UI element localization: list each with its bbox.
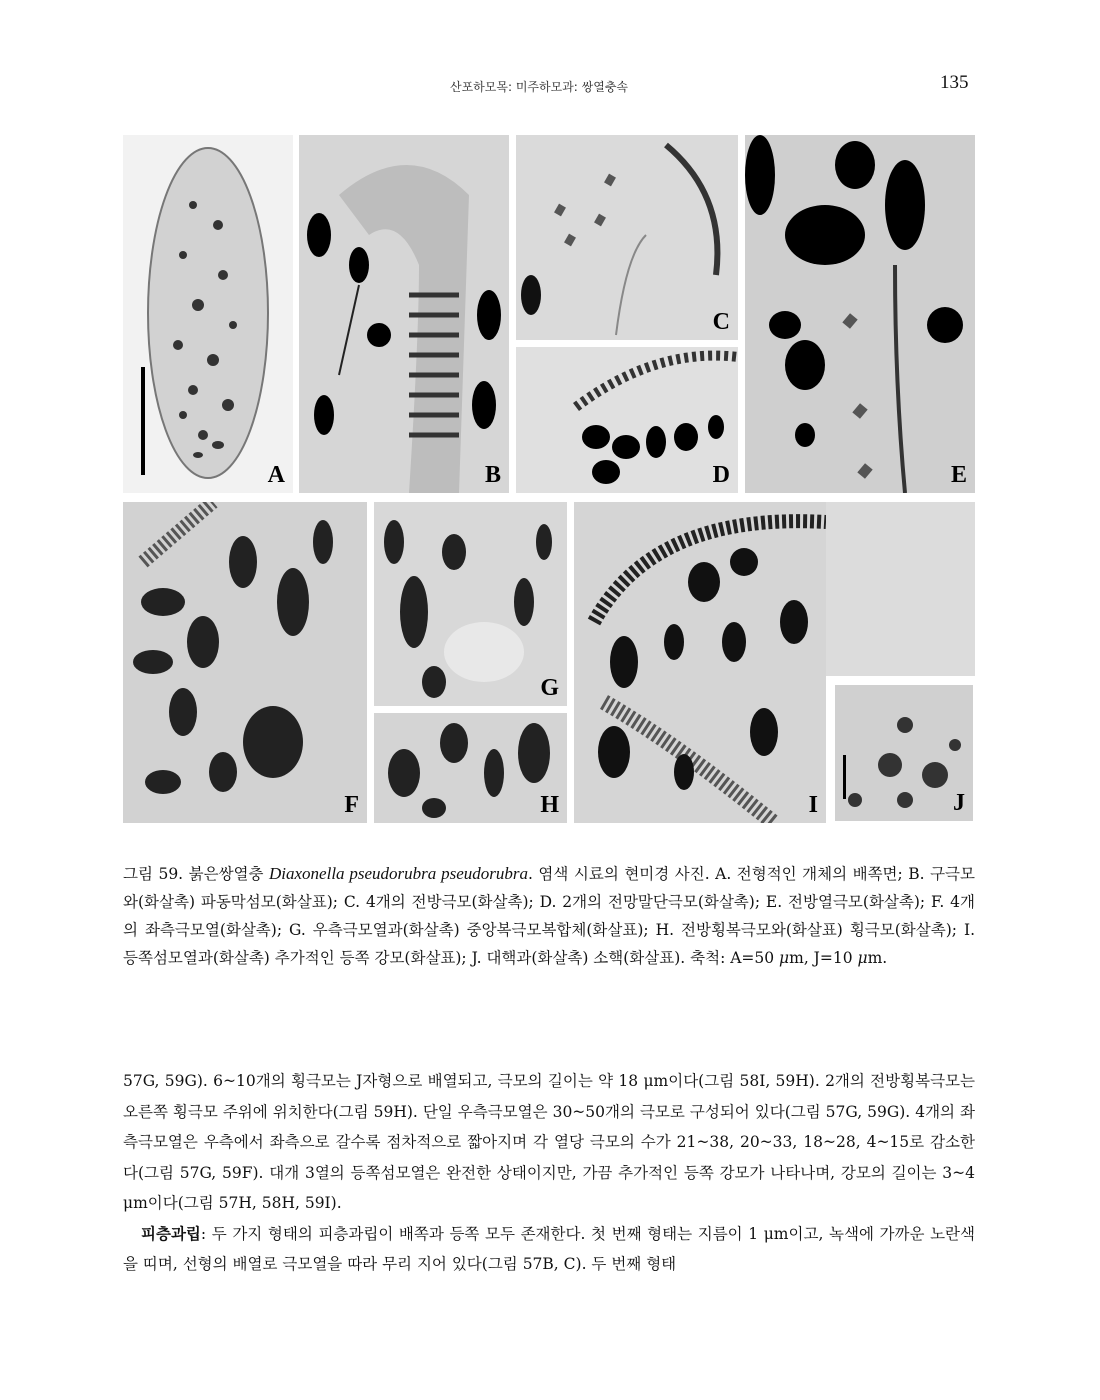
ciliate-whole-cell-micrograph-icon [123,135,293,493]
figure-panel-j [833,683,975,823]
figure-panel-e [745,135,975,493]
left-marginal-rows-micrograph-icon [123,502,367,823]
body-paragraph-1: 57G, 59G). 6~10개의 횡극모는 J자형으로 배열되고, 극모의 길이는 약 18 μm이다(그림 58I, 59H). 2개의 전방횡복극모는 오른쪽 횡극모 주위에 위치한다(그림 59H). 단일 우측극모열은 30~50개의 극모로 구성되어 있다(그림 57G, 59G). 4개의 좌측극모열은 우측에서 좌측으로 갈수록 점차적으로 짧아지며 각 열당 극모의 수가 21~38, 20~33, 18~28, 4~15로 감소한다(그림 57G, 59F). 대개 3열의 등쪽섬모열은 완전한 상태이지만, 가끔 추가적인 등쪽 강모가 나타나며, 강모의 길이는 3~4 μm이다(그림 57H, 58H, 59I). [123,1072,975,1212]
panel-letter-a: A [267,462,285,488]
panel-letter-f: F [344,792,359,818]
running-head: 산포하모목: 미주하모과: 쌍열충속 [450,80,629,94]
figure-caption [123,860,975,972]
frontal-cirri-micrograph-icon [516,135,738,340]
figure-panel-i [574,502,826,823]
section-term: 피층과립 [141,1223,201,1243]
oral-kinety-micrograph-icon [299,135,509,493]
species-name: Diaxonella pseudorubra pseudorubra [269,864,528,883]
figure-panel-f [123,502,367,823]
body-text [123,1066,975,1280]
figure-panel-i-extension [826,502,975,676]
caption-prefix: 그림 59. 붉은쌍열충 [123,865,269,883]
figure-panel-c [516,135,738,340]
unit-micro-j: μ [857,949,868,967]
body-paragraph-2 [123,1219,975,1280]
figure-panel-a [123,135,293,493]
page-number: 135 [940,72,969,93]
panel-letter-i: I [808,792,818,818]
panel-letter-g: G [540,675,559,701]
right-marginal-row-micrograph-icon [374,502,567,706]
figure-plate [123,135,975,823]
panel-letter-b: B [484,462,501,488]
caption-scale-j: m, J=10 [789,949,858,967]
panel-letter-c: C [712,309,730,335]
caption-end: m. [867,949,888,967]
dorsal-kineties-micrograph-icon [574,502,826,823]
figure-panel-g [374,502,567,706]
body-paragraph-2-text: : 두 가지 형태의 피층과립이 배쪽과 등쪽 모두 존재한다. 첫 번째 형태는 지름이 1 μm이고, 녹색에 가까운 노란색을 띠며, 선형의 배열로 극모열을 따라 무리 지어 있다(그림 57B, C). 두 번째 형태 [123,1224,975,1273]
caption-body: . 염색 시료의 현미경 사진. A. 전형적인 개체의 배쪽면; B. 구극모와(화살촉) 파동막섬모(화살표); C. 4개의 전방극모(화살촉); D. 2개의 전망말단극모(화살촉); E. 전방열극모(화살촉); F. 4개의 좌측극모열(화살촉); G. 우측극모열과(화살촉) 중앙복극모복합체(화살표); H. 전방횡복극모와(화살표) 횡극모(화살촉); I. 등쪽섬모열과(화살촉) 추가적인 등쪽 강모(화살표); J. 대핵과(화살촉) 소핵(화살표). 축척: A=50 [123,865,975,967]
panel-letter-e: E [950,462,967,488]
buccal-cirri-micrograph-icon [374,713,567,823]
panel-letter-j: J [953,790,965,816]
frontal-cirral-row-micrograph-icon [745,135,975,493]
figure-panel-h [374,713,567,823]
frontoterminal-cirri-micrograph-icon [516,347,738,493]
panel-letter-d: D [712,462,730,488]
unit-micro-a: μ [779,949,790,967]
panel-letter-h: H [540,792,559,818]
figure-panel-b [299,135,509,493]
figure-panel-d [516,347,738,493]
